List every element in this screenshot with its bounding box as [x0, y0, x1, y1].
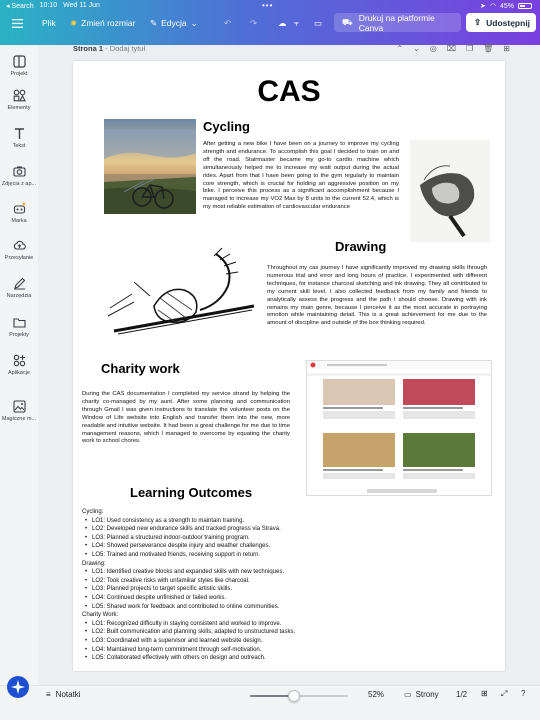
lo-item: • LO1: Identified creative blocks and expanded skills with new techniques. — [82, 568, 342, 577]
lo-item: • LO5: Trained and motivated friends, receiving support in return. — [82, 551, 342, 560]
undo-button[interactable] — [224, 15, 231, 31]
sidebar-item-photos[interactable] — [0, 165, 38, 187]
truck-icon: ⛟ — [342, 16, 353, 27]
pen-icon — [13, 277, 26, 290]
sidebar-label: Projekt — [10, 71, 28, 77]
lo-item: • LO4: Showed perseverance despite injury and weather challenges. — [82, 542, 342, 551]
share-label: Udostępnij — [486, 17, 531, 28]
lo-item: • LO2: Developed new endurance skills and tracked progress via Strava. — [82, 525, 342, 534]
lo-item: • LO2: Took creative risks with unfamiliar styles like charcoal. — [82, 577, 342, 586]
sidebar-label: Narzędzia — [6, 293, 32, 299]
fullscreen-icon[interactable]: ⤢ — [501, 689, 508, 698]
resize-label: Zmień rozmiar — [81, 18, 136, 28]
pencil-icon: ✎ — [150, 17, 158, 28]
duplicate-page-icon[interactable]: ❐ — [465, 44, 474, 53]
sidebar-label: Tekst — [12, 143, 26, 149]
charity-website-screenshot[interactable] — [306, 360, 492, 496]
page-label: Strona 1 — [73, 44, 104, 53]
hamburger-icon — [12, 19, 23, 28]
brand-icon — [13, 202, 26, 215]
print-label: Drukuj na platformie Canva — [358, 12, 435, 33]
camera-icon — [13, 165, 26, 178]
drawing-heading[interactable]: Drawing — [335, 239, 387, 254]
layout-icon — [13, 55, 26, 68]
shapes-icon — [13, 89, 26, 102]
zoom-slider-handle[interactable] — [288, 690, 300, 702]
lock-icon[interactable]: ⌧ — [446, 44, 456, 53]
lo-item: • LO5: Shared work for feedback and contributed to online communities. — [82, 603, 342, 612]
cycling-heading[interactable]: Cycling — [203, 119, 250, 134]
left-sidebar — [0, 45, 38, 685]
page-count[interactable]: 1/2 — [456, 690, 468, 699]
redo-icon: ↷ — [250, 17, 258, 28]
zoom-slider[interactable] — [250, 695, 348, 697]
cloud-save-button[interactable] — [278, 15, 287, 31]
charity-text[interactable]: During the CAS documentation I completed my service strand by helping the charity co-managed by my aunt. After some planning and communication through Gmail I was given instructions to translate the volunteer posts on the Window of Life website into English and transfer them into the new, more readable and intuitive website. It had been a great challenge for me due to time management reasons, which I managed to overcome by equating the charity work to school chores. — [82, 391, 290, 445]
location-icon: ➤ — [480, 3, 486, 10]
charity-heading[interactable]: Charity work — [101, 361, 180, 376]
page-separator: - — [103, 44, 110, 53]
lo-category: Cycling: — [82, 509, 104, 515]
share-icon: ⇪ — [474, 17, 482, 27]
trash-icon[interactable]: 🗑︎ — [483, 44, 494, 53]
pages-label: Strony — [415, 690, 439, 699]
chevron-down-icon[interactable]: ⌄ — [413, 44, 420, 53]
folder-icon — [13, 316, 26, 329]
zoom-level[interactable]: 52% — [368, 690, 385, 699]
bottom-bar — [0, 685, 540, 720]
cloud-save-icon: ☁ — [278, 17, 287, 28]
grid-view-icon[interactable]: ⊞ — [481, 689, 488, 698]
cloud-upload-icon — [13, 239, 26, 252]
learning-outcomes-list[interactable] — [82, 508, 342, 663]
sidebar-item-projects[interactable] — [0, 316, 38, 338]
cycling-text[interactable]: After getting a new bike I have been on a journey to improve my cycling strength and endurance. To accomplish this goal I decided to train on and off the road. Stairmaster became my go-to cardio machine which simultaneously helped me to increase my watt output during the actual rides. Apart from that I have been going to the gym regularly to maintain core strength, which is crucial for holding an aggressive position on my bike. I perceive this process as a significant accomplishment because I managed to increase my VO2 Max by 8 units to the current 52.4, which is my most reliable estimation of cardiovascular endurance — [203, 141, 399, 211]
status-date: Wed 11 Jun — [63, 2, 100, 9]
lo-item: • LO1: Used consistency as a strength to maintain training. — [82, 517, 342, 526]
notes-button[interactable] — [46, 690, 81, 699]
pages-button[interactable] — [404, 690, 439, 699]
sidebar-item-elements[interactable] — [0, 89, 38, 111]
menu-button[interactable] — [12, 15, 23, 31]
sidebar-label: Elementy — [7, 105, 31, 111]
sidebar-label: Marka — [11, 218, 27, 224]
status-bar — [0, 0, 540, 12]
lo-item: • LO5: Collaborated effectively with others on design and outreach. — [82, 654, 342, 663]
sidebar-item-apps[interactable] — [0, 354, 38, 376]
redo-button[interactable] — [250, 15, 257, 31]
charcoal-drawing[interactable] — [410, 140, 490, 242]
page-title-bar[interactable] — [73, 44, 145, 53]
file-label: Plik — [42, 18, 56, 28]
magic-assistant-button[interactable] — [7, 676, 29, 698]
sidebar-label: Projekty — [9, 332, 29, 338]
chart-icon: ⫧ — [294, 17, 299, 28]
sidebar-item-uploads[interactable] — [0, 239, 38, 261]
design-page[interactable] — [73, 61, 505, 671]
crown-icon: ✸ — [70, 17, 78, 28]
battery-icon — [518, 3, 532, 9]
edit-label: Edycja — [161, 18, 187, 28]
lo-item: • LO4: Continued despite unfinished or failed works. — [82, 594, 342, 603]
learning-outcomes-heading[interactable]: Learning Outcomes — [130, 485, 253, 500]
share-button[interactable] — [466, 13, 536, 32]
lo-item: • LO2: Built communication and planning skills, adapted to unstructured tasks. — [82, 628, 342, 637]
sidebar-item-design[interactable] — [0, 55, 38, 77]
magic-media-icon — [13, 400, 26, 413]
text-icon — [13, 127, 26, 140]
lo-item: • LO3: Planned a structured indoor-outdoor training program. — [82, 534, 342, 543]
sidebar-item-magic-media[interactable] — [0, 400, 38, 422]
lo-category: Charity Work: — [82, 612, 119, 619]
comments-button[interactable] — [314, 15, 322, 31]
resize-button[interactable] — [70, 15, 135, 31]
file-menu[interactable] — [42, 15, 56, 31]
status-time: 10:10 — [39, 2, 58, 9]
add-page-icon[interactable]: ⊞ — [503, 44, 510, 53]
edit-menu[interactable] — [150, 15, 198, 31]
lo-item: • LO4: Maintained long-term commitment through self-motivation. — [82, 646, 342, 655]
hide-page-icon[interactable]: ◎ — [429, 44, 437, 53]
sidebar-item-text[interactable] — [0, 127, 38, 149]
wifi-icon: ◠ — [489, 3, 496, 10]
sidebar-label: Aplikacje — [7, 370, 30, 376]
drawing-text[interactable]: Throughout my cas journey I have significantly improved my drawing skills through numerous trial and error and long hours of practice. I experimented with different techniques, for instance charcoal sketching and ink drawing. They all contributed to my current skill level. I also collected feedback from my family and friends to analytically assess the progress and the path I should choose. Drawing with ink remains my main genre, because I perceive it as the most accurate in portraying emotion while maintaining detail. This is a great achievement for me due to the amount of discipline and outside of the box thinking required. — [267, 265, 487, 327]
sidebar-label: Zdjęcia z ap... — [1, 181, 37, 187]
page-actions — [396, 44, 510, 53]
pages-icon: ▭ — [404, 690, 412, 699]
sidebar-label: Magiczne m... — [1, 416, 37, 422]
lo-item: • LO3: Coordinated with a supervisor and learned website design. — [82, 637, 342, 646]
add-page-title[interactable]: Dodaj tytuł — [109, 44, 146, 53]
help-icon[interactable]: ? — [521, 689, 526, 698]
print-with-canva-button[interactable] — [334, 13, 461, 32]
ink-drawing[interactable] — [104, 246, 264, 348]
back-to-search[interactable]: ◂ Search — [6, 3, 34, 10]
chevron-down-icon: ⌄ — [190, 17, 198, 28]
cycling-photo[interactable] — [104, 119, 196, 214]
sidebar-item-brand[interactable] — [0, 202, 38, 224]
notes-icon: ≡ — [46, 690, 51, 699]
comment-icon: ▭ — [314, 17, 323, 28]
notes-label: Notatki — [55, 690, 81, 699]
chevron-up-icon[interactable]: ⌃ — [396, 44, 404, 53]
document-title[interactable]: CAS — [257, 75, 321, 108]
multitask-dots-icon[interactable]: ••• — [262, 1, 274, 10]
battery-percent: 45% — [499, 2, 514, 10]
sidebar-item-tools[interactable] — [0, 277, 38, 299]
lo-item: • LO1: Recognized difficulty in staying consistent and worked to improve. — [82, 620, 342, 629]
lo-category: Drawing: — [82, 560, 106, 567]
stats-button[interactable] — [294, 15, 299, 31]
undo-icon: ↶ — [224, 17, 232, 28]
top-bar — [0, 0, 540, 45]
sparkle-icon — [7, 676, 29, 698]
lo-item: • LO3: Planned projects to target specific artistic skills. — [82, 585, 342, 594]
sidebar-label: Przesyłanie — [4, 255, 34, 261]
apps-icon — [13, 354, 26, 367]
